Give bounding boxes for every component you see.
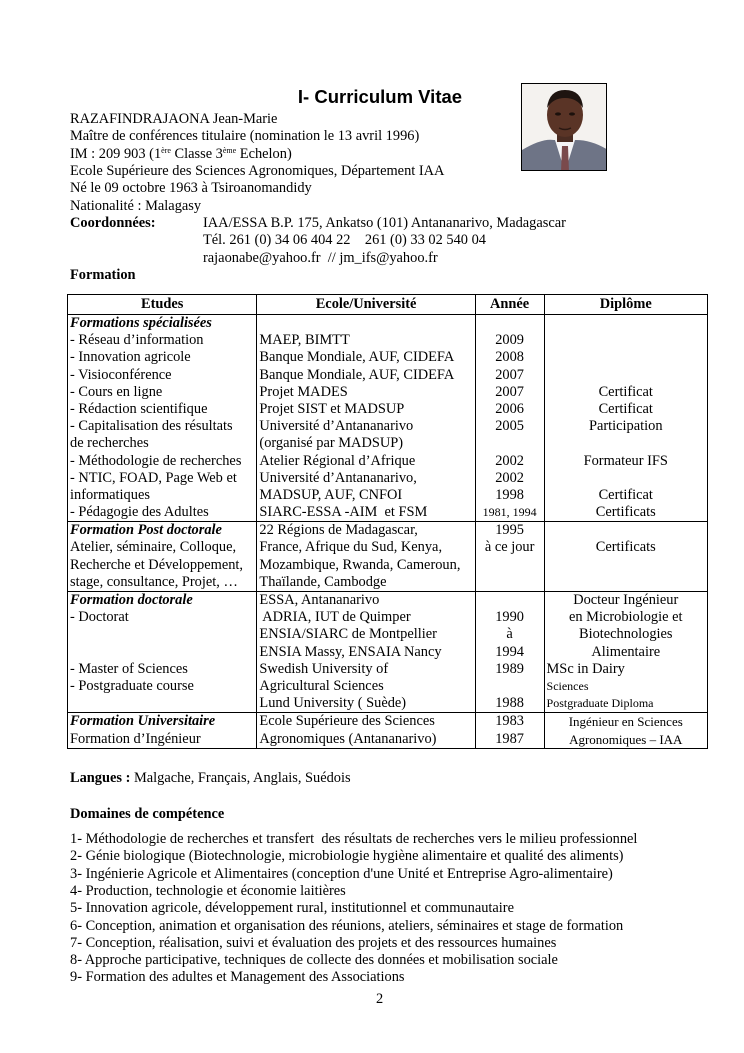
cell-line: Formation doctorale xyxy=(70,592,193,608)
table-header xyxy=(68,295,707,315)
cell-line: Formation d’Ingénieur xyxy=(70,730,201,747)
im-text: Classe 3 xyxy=(170,145,223,162)
cell-line: Université d’Antananarivo xyxy=(259,418,414,435)
cell-annee xyxy=(476,713,545,747)
school: Ecole Supérieure des Sciences Agronomiques, Département IAA xyxy=(70,163,445,179)
col-header: Diplôme xyxy=(599,296,652,312)
title-text: I- Curriculum Vitae xyxy=(297,86,463,107)
cell-diplome xyxy=(545,522,707,591)
competence-item: 8- Approche participative, techniques de collecte des données et mobilisation sociale xyxy=(70,952,558,969)
cell-ecole xyxy=(257,315,475,521)
cell-line: de recherches xyxy=(70,435,149,452)
cell-diplome xyxy=(545,592,707,712)
competence-item: 4- Production, technologie et économie laitières xyxy=(70,882,346,899)
cell-line xyxy=(547,367,705,384)
competence-item: 6- Conception, animation et organisation des réunions, ateliers, séminaires et stage de formation xyxy=(70,917,624,934)
cell-line: Docteur Ingénieur xyxy=(573,592,679,608)
cell-line: 1995 xyxy=(495,522,524,539)
cell-line: Formation Post doctorale xyxy=(70,522,222,539)
cell-line: - Réseau d’information xyxy=(70,332,204,349)
cell-line: Swedish University of xyxy=(259,660,389,677)
im-text: IM : 209 903 (1 xyxy=(70,145,162,162)
cell-line: 2007 xyxy=(495,383,524,400)
cell-line: Agronomiques (Antananarivo) xyxy=(259,730,437,747)
competence-item: 7- Conception, réalisation, suivi et évaluation des projets et des ressources humaines xyxy=(70,934,557,951)
cell-line xyxy=(70,695,254,712)
cell-line: 1988 xyxy=(495,695,524,712)
cell-diplome xyxy=(545,315,707,521)
cell-line: - Postgraduate course xyxy=(70,677,194,694)
cell-annee xyxy=(476,592,545,712)
cell-line: - NTIC, FOAD, Page Web et xyxy=(70,469,237,486)
cell-line: Certificat xyxy=(598,486,653,503)
competence-item: 5- Innovation agricole, développement rural, institutionnel et communautaire xyxy=(70,900,514,917)
cell-line: Banque Mondiale, AUF, CIDEFA xyxy=(259,366,455,383)
cell-line: - Visioconférence xyxy=(70,366,172,383)
cell-etudes xyxy=(68,713,257,747)
competence-item: 3- Ingénierie Agricole et Alimentaires (conception d'une Unité et Entreprise Agro-alimentaire) xyxy=(70,865,613,882)
cell-line xyxy=(70,626,254,643)
cell-line: Sciences xyxy=(546,678,589,693)
cell-line: Atelier Régional d’Afrique xyxy=(259,452,416,469)
coord-label-text: Coordonnées: xyxy=(70,215,156,231)
cell-line: Formateur IFS xyxy=(583,452,668,469)
cell-line: 1994 xyxy=(495,643,524,660)
cell-line: 2006 xyxy=(495,400,524,417)
cell-line: à ce jour xyxy=(484,539,535,556)
cell-line: Alimentaire xyxy=(591,643,661,660)
col-header: Année xyxy=(476,295,545,314)
cell-line: Biotechnologies xyxy=(578,626,673,643)
competence-item: 9- Formation des adultes et Management des Associations xyxy=(70,969,405,986)
cell-line: ENSIA/SIARC de Montpellier xyxy=(259,626,437,643)
cell-line xyxy=(547,574,705,591)
cell-annee xyxy=(476,522,545,591)
cell-line: Projet SIST et MADSUP xyxy=(259,400,405,417)
cell-line: informatiques xyxy=(70,486,150,503)
cell-line xyxy=(547,557,705,574)
nationality: Nationalité : Malagasy xyxy=(70,197,202,214)
cell-etudes xyxy=(68,315,257,521)
cell-line: Projet MADES xyxy=(259,383,348,400)
cell-line: - Capitalisation des résultats xyxy=(70,418,233,435)
cell-line xyxy=(478,315,542,332)
cell-line: MAEP, BIMTT xyxy=(259,332,350,349)
cell-line: Banque Mondiale, AUF, CIDEFA xyxy=(259,349,455,366)
cell-line: ADRIA, IUT de Quimper xyxy=(259,609,411,626)
formation-heading xyxy=(70,267,136,284)
cell-line: Agronomiques – IAA xyxy=(569,731,683,747)
cell-line: Lund University ( Suède) xyxy=(259,695,407,712)
cell-line xyxy=(547,522,705,539)
formation-heading-text: Formation xyxy=(70,267,136,283)
cell-line: 2002 xyxy=(495,469,524,486)
cell-line: Thaïlande, Cambodge xyxy=(259,573,387,590)
cell-line: ESSA, Antananarivo xyxy=(259,592,380,608)
cell-line: - Master of Sciences xyxy=(70,660,188,677)
competence-item: 2- Génie biologique (Biotechnologie, microbiologie hygiène alimentaire et qualité des aliments) xyxy=(70,848,624,865)
cell-line xyxy=(547,470,705,487)
cell-line: - Innovation agricole xyxy=(70,349,191,366)
cell-line xyxy=(547,332,705,349)
cell-line: 1987 xyxy=(495,730,524,747)
cell-line xyxy=(478,678,542,695)
cell-line: à xyxy=(506,626,513,643)
cell-ecole xyxy=(257,522,475,591)
cell-line: Formation Universitaire xyxy=(70,713,216,730)
cell-line: 2009 xyxy=(495,332,524,349)
cell-line: - Méthodologie de recherches xyxy=(70,452,242,469)
cell-line: en Microbiologie et xyxy=(569,609,683,626)
address: IAA/ESSA B.P. 175, Ankatso (101) Antananarivo, Madagascar xyxy=(203,215,566,231)
cell-line xyxy=(547,315,705,332)
cell-line: 22 Régions de Madagascar, xyxy=(259,522,418,539)
coord-label xyxy=(70,215,156,232)
competence-item: 1- Méthodologie de recherches et transfert des résultats de recherches vers le milieu professionnel xyxy=(70,831,638,847)
cell-annee xyxy=(476,315,545,521)
cell-line: 2002 xyxy=(495,452,524,469)
cell-line: 1998 xyxy=(495,486,524,503)
phone: Tél. 261 (0) 34 06 404 22 261 (0) 33 02 540 04 xyxy=(203,232,486,248)
cell-line: - Doctorat xyxy=(70,609,129,626)
cell-diplome xyxy=(545,713,707,747)
cell-line: ENSIA Massy, ENSAIA Nancy xyxy=(259,643,442,660)
table-row xyxy=(68,315,707,522)
cell-line xyxy=(70,644,254,661)
page-number: 2 xyxy=(376,991,384,1007)
cell-ecole xyxy=(257,592,475,712)
cell-line: Université d’Antananarivo, xyxy=(259,469,417,486)
cell-line: Certificats xyxy=(595,504,656,521)
cell-line xyxy=(478,435,542,452)
im-sup: ème xyxy=(222,145,237,155)
col-header: Etudes xyxy=(68,295,257,314)
cell-line: Certificat xyxy=(598,383,653,400)
cell-line xyxy=(478,592,542,609)
cell-line: - Pédagogie des Adultes xyxy=(70,504,209,521)
cell-line: Ingénieur en Sciences xyxy=(568,714,683,730)
languages-value: Malgache, Français, Anglais, Suédois xyxy=(130,770,351,786)
cell-etudes xyxy=(68,592,257,712)
cell-line xyxy=(547,349,705,366)
profile-photo xyxy=(521,83,607,171)
competences-heading-text: Domaines de compétence xyxy=(70,806,225,822)
languages xyxy=(70,770,351,787)
cell-line: 1983 xyxy=(495,713,524,730)
cell-line: stage, consultance, Projet, … xyxy=(70,573,238,590)
email[interactable]: rajaonabe@yahoo.fr // jm_ifs@yahoo.fr xyxy=(203,249,438,266)
im-number xyxy=(70,146,292,163)
cell-line xyxy=(259,315,472,332)
im-text: Echelon) xyxy=(236,145,292,162)
table-row xyxy=(68,592,707,713)
im-sup: ère xyxy=(161,145,171,155)
table-row xyxy=(68,713,707,747)
cell-line: Certificat xyxy=(598,400,653,417)
cell-line: (organisé par MADSUP) xyxy=(259,435,404,452)
person-name: RAZAFINDRAJAONA Jean-Marie xyxy=(70,111,278,127)
cell-etudes xyxy=(68,522,257,591)
col-header: Ecole/Université xyxy=(257,295,475,314)
cell-line: Postgraduate Diploma xyxy=(546,696,654,711)
cell-line: - Cours en ligne xyxy=(70,383,163,400)
table-row xyxy=(68,522,707,592)
cell-line: Atelier, séminaire, Colloque, xyxy=(70,539,237,556)
cell-line: - Rédaction scientifique xyxy=(70,400,208,417)
cell-line: France, Afrique du Sud, Kenya, xyxy=(259,539,443,556)
formation-table xyxy=(67,294,708,749)
cell-line: 1981, 1994 xyxy=(482,505,537,520)
languages-label: Langues : xyxy=(70,770,131,786)
birth: Né le 09 octobre 1963 à Tsiroanomandidy xyxy=(70,180,312,196)
cell-line: 1990 xyxy=(495,609,524,626)
position: Maître de conférences titulaire (nomination le 13 avril 1996) xyxy=(70,128,420,144)
cell-line: 1989 xyxy=(495,660,524,677)
cell-line: Formations spécialisées xyxy=(70,315,212,331)
competences-heading xyxy=(70,806,224,823)
cell-line: Recherche et Développement, xyxy=(70,556,244,573)
cell-line: 2005 xyxy=(495,418,524,435)
cell-line: Certificats xyxy=(595,539,656,556)
cell-line: 2007 xyxy=(495,366,524,383)
cell-line: MADSUP, AUF, CNFOI xyxy=(259,486,403,503)
cell-line: Mozambique, Rwanda, Cameroun, xyxy=(259,556,461,573)
cell-line: SIARC-ESSA -AIM et FSM xyxy=(259,504,428,521)
cell-line: 2008 xyxy=(495,349,524,366)
cell-line: Ecole Supérieure des Sciences xyxy=(259,713,435,730)
cell-line xyxy=(478,557,542,574)
cell-line xyxy=(547,435,705,452)
cell-line: Participation xyxy=(588,418,663,435)
cell-line: Agricultural Sciences xyxy=(259,677,384,694)
cell-ecole xyxy=(257,713,475,747)
cell-line xyxy=(478,574,542,591)
page-title xyxy=(0,86,744,108)
cell-line: MSc in Dairy xyxy=(546,660,625,677)
